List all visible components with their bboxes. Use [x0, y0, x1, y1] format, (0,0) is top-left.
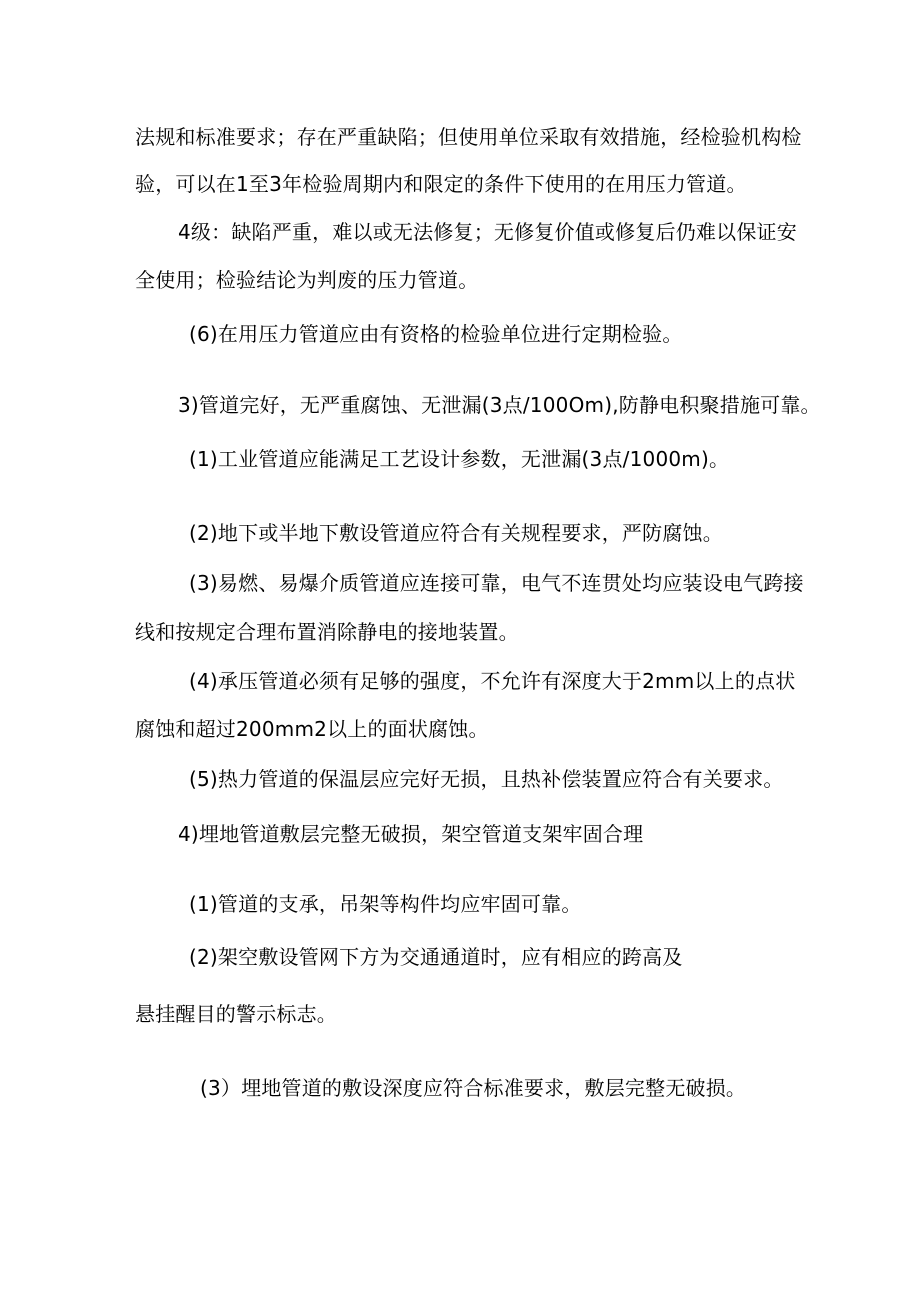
text-line-10: 线和按规定合理布置消除静电的接地装置。: [135, 620, 519, 644]
text-line-13: (5)热力管道的保温层应完好无损，且热补偿装置应符合有关要求。: [189, 767, 784, 791]
text-line-16: (2)架空敷设管网下方为交通通道时，应有相应的跨高及: [189, 945, 683, 969]
text-line-9: (3)易燃、易爆介质管道应连接可靠，电气不连贯处均应装设电气跨接: [189, 571, 804, 595]
text-line-7: (1)工业管道应能满足工艺设计参数，无泄漏(3点/1000m)。: [189, 447, 730, 471]
text-line-3: 4级：缺陷严重，难以或无法修复；无修复价值或修复后仍难以保证安: [178, 220, 797, 244]
text-line-1: 法规和标准要求；存在严重缺陷；但使用单位采取有效措施，经检验机构检: [135, 125, 802, 149]
text-line-4: 全使用；检验结论为判废的压力管道。: [135, 268, 479, 292]
text-line-18: (3）埋地管道的敷设深度应符合标准要求，敷层完整无破损。: [200, 1076, 747, 1100]
text-line-5: (6)在用压力管道应由有资格的检验单位进行定期检验。: [189, 322, 683, 346]
text-line-6: 3)管道完好，无严重腐蚀、无泄漏(3点/100Om),防静电积聚措施可靠。: [178, 393, 821, 417]
text-line-8: (2)地下或半地下敷设管道应符合有关规程要求，严防腐蚀。: [189, 521, 723, 545]
text-line-11: (4)承压管道必须有足够的强度，不允许有深度大于2mm以上的点状: [189, 669, 796, 693]
text-line-12: 腐蚀和超过200mm2以上的面状腐蚀。: [135, 717, 489, 741]
text-line-15: (1)管道的支承，吊架等构件均应牢固可靠。: [189, 892, 582, 916]
text-line-2: 验，可以在1至3年检验周期内和限定的条件下使用的在用压力管道。: [135, 172, 747, 196]
text-line-17: 悬挂醒目的警示标志。: [135, 1002, 337, 1026]
text-line-14: 4)埋地管道敷层完整无破损，架空管道支架牢固合理: [178, 822, 644, 846]
